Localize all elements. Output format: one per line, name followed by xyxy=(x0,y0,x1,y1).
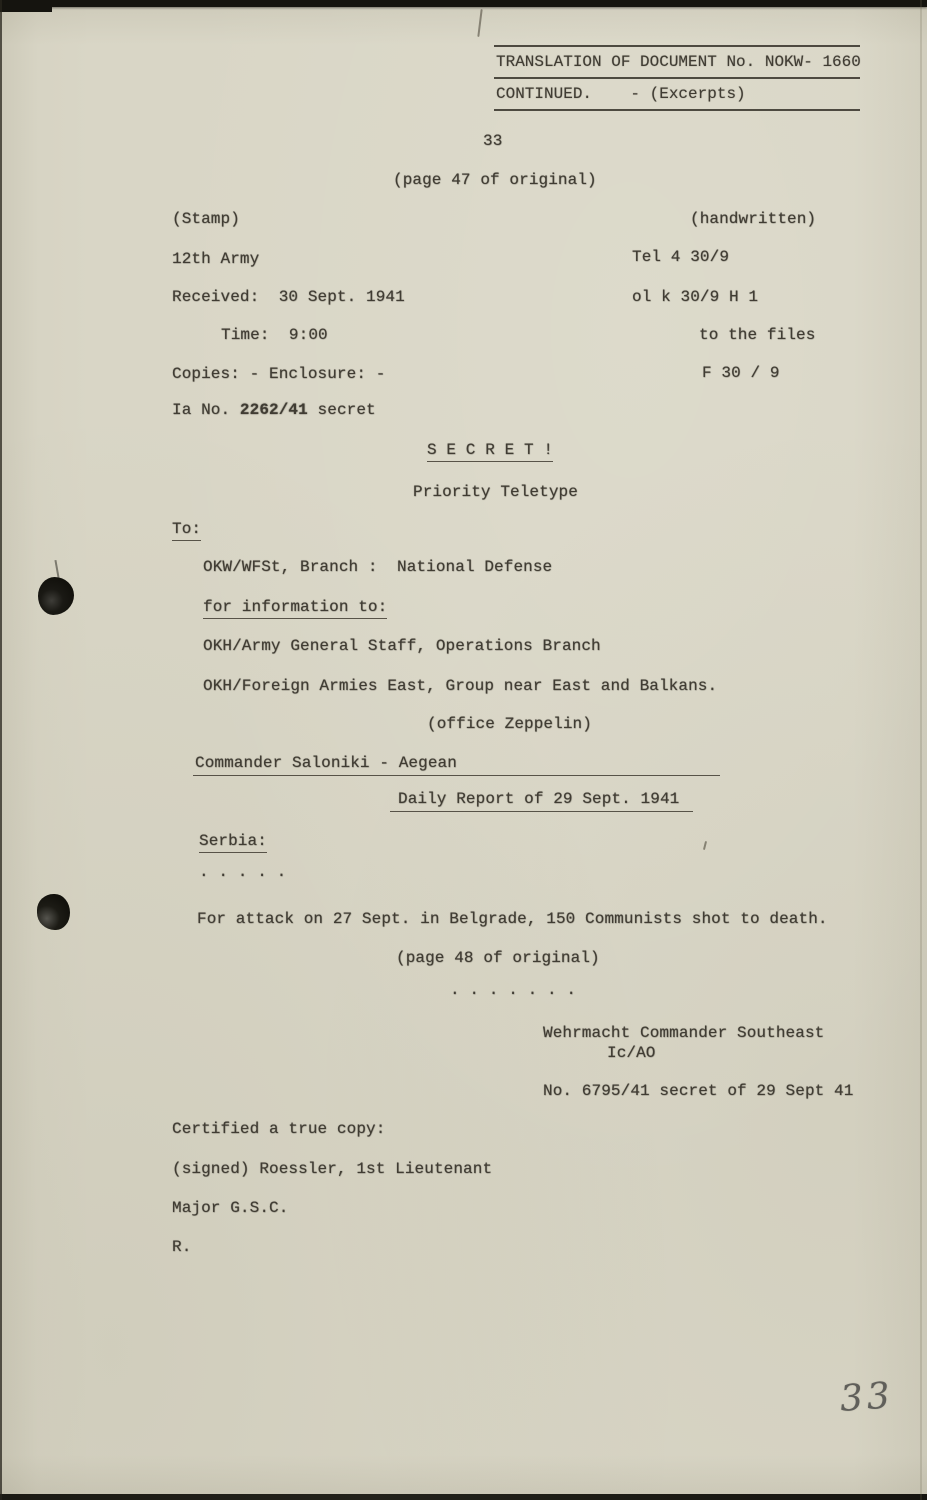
daily-report-title: Daily Report of 29 Sept. 1941 xyxy=(390,790,693,812)
hole-punch-top xyxy=(38,577,74,615)
ia-number-bold: 2262/41 xyxy=(239,401,308,419)
hole-punch-bottom xyxy=(37,894,70,930)
paper-crease-right xyxy=(920,0,922,1500)
stamp-time: Time: 9:00 xyxy=(221,326,328,344)
secret-heading: S E C R E T ! xyxy=(427,441,553,462)
signed-line: (signed) Roessler, 1st Lieutenant xyxy=(172,1160,493,1178)
scan-edge-top-left xyxy=(0,0,52,12)
note-f309: F 30 / 9 xyxy=(702,364,780,382)
header-title-line2: CONTINUED. - (Excerpts) xyxy=(494,79,860,111)
header-title-line1: TRANSLATION OF DOCUMENT No. NOKW- 1660 xyxy=(494,47,860,79)
for-information-label: for information to: xyxy=(203,598,387,619)
to-label: To: xyxy=(172,520,201,541)
recipient-okh-foreign-armies: OKH/Foreign Armies East, Group near East and Balkans. xyxy=(203,677,718,695)
serbia-heading: Serbia: xyxy=(199,832,267,853)
ellipsis-line-1: . . . . . xyxy=(199,863,287,881)
stamp-ia-number xyxy=(172,400,376,420)
ellipsis-line-2: . . . . . . . xyxy=(450,981,577,999)
priority-line: Priority Teletype xyxy=(413,483,578,501)
certified-line: Certified a true copy: xyxy=(172,1120,386,1138)
typed-page-number: 33 xyxy=(483,132,503,150)
scan-edge-left xyxy=(0,0,2,1500)
handwritten-page-number: 33 xyxy=(838,1375,896,1420)
note-to-files: to the files xyxy=(699,326,816,344)
pen-mark-top xyxy=(477,9,482,37)
stamp-received: Received: 30 Sept. 1941 xyxy=(172,288,405,306)
hole-punch-tear xyxy=(54,560,59,578)
ia-suffix: secret xyxy=(307,401,376,419)
signature-ic-ao: Ic/AO xyxy=(607,1044,656,1062)
handwritten-label: (handwritten) xyxy=(690,210,817,228)
stamp-label: (Stamp) xyxy=(172,210,240,228)
stray-mark xyxy=(703,841,707,850)
report-body-line: For attack on 27 Sept. in Belgrade, 150 Communists shot to death. xyxy=(197,910,828,928)
original-page-ref-48: (page 48 of original) xyxy=(396,949,600,967)
recipient-okh-general-staff: OKH/Army General Staff, Operations Branch xyxy=(203,637,601,655)
signature-document-number: No. 6795/41 secret of 29 Sept 41 xyxy=(543,1082,854,1100)
signature-command: Wehrmacht Commander Southeast xyxy=(543,1024,825,1042)
scan-edge-bottom xyxy=(0,1494,927,1500)
recipient-okw: OKW/WFSt, Branch : National Defense xyxy=(203,558,553,576)
stamp-copies: Copies: - Enclosure: - xyxy=(172,365,386,383)
ia-prefix: Ia No. xyxy=(172,401,240,419)
document-header xyxy=(494,45,860,111)
major-line: Major G.S.C. xyxy=(172,1199,289,1217)
stamp-army: 12th Army xyxy=(172,250,260,268)
original-page-ref-47: (page 47 of original) xyxy=(393,171,597,189)
commander-saloniki-line: Commander Saloniki - Aegean xyxy=(195,754,457,772)
note-tel: Tel 4 30/9 xyxy=(632,248,730,266)
note-olk: ol k 30/9 H 1 xyxy=(632,288,759,306)
scan-edge-top xyxy=(0,0,927,7)
office-zeppelin-line: (office Zeppelin) xyxy=(427,715,592,733)
r-initial-line: R. xyxy=(172,1238,192,1256)
